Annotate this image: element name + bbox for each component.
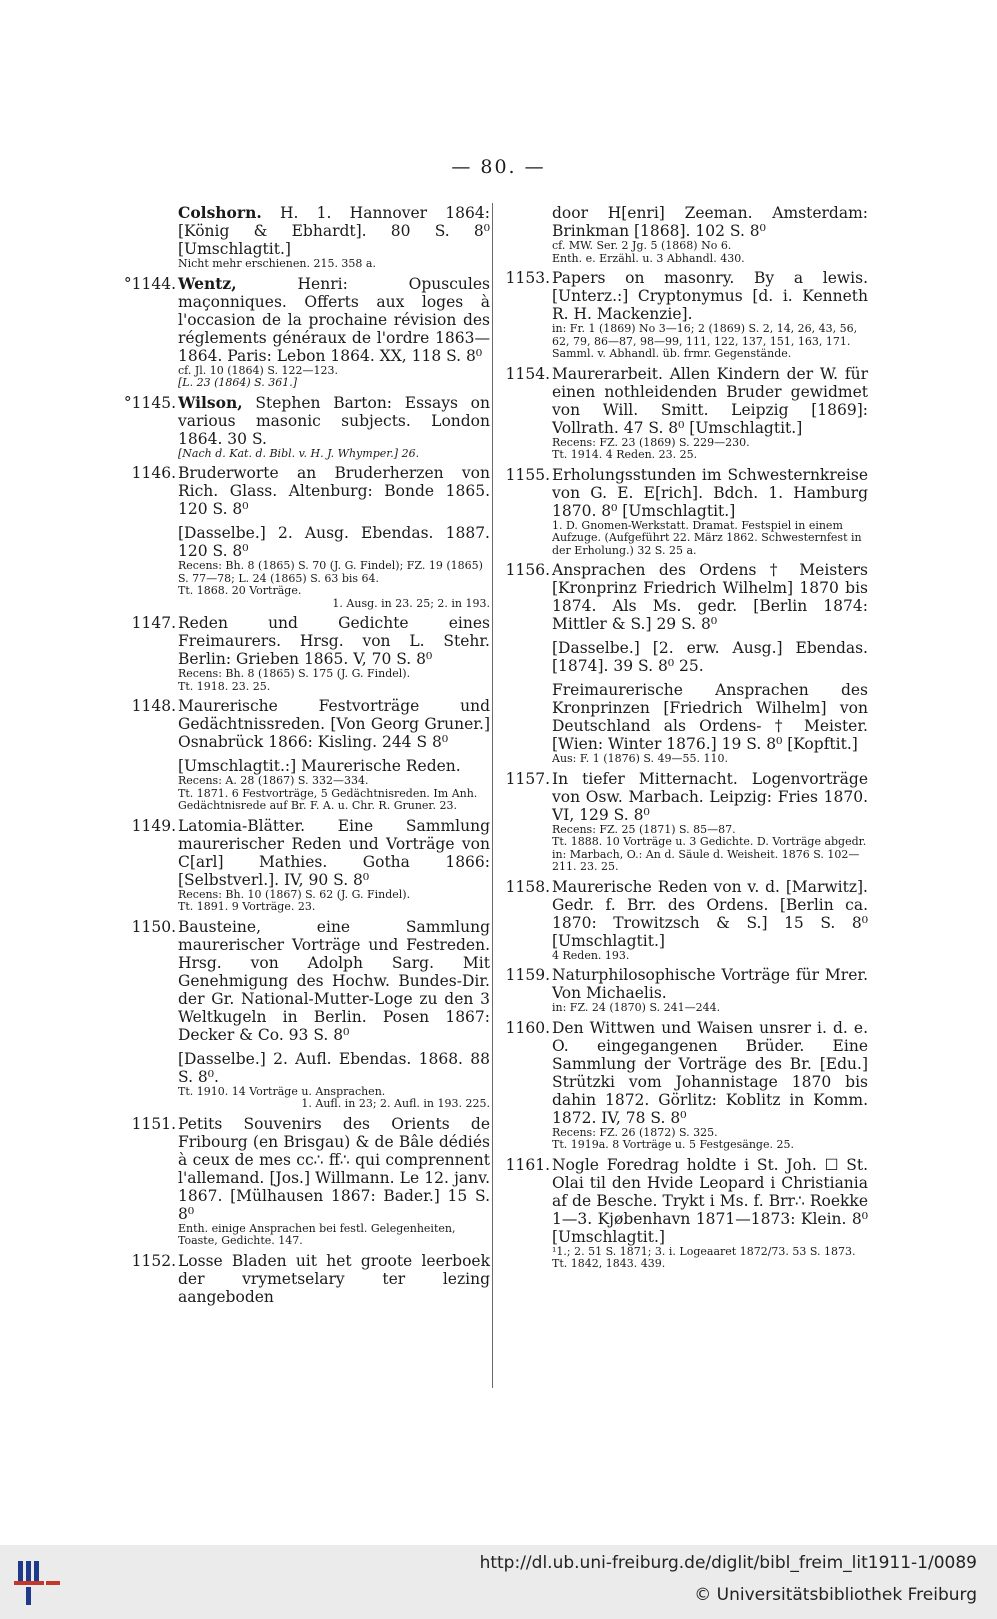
entry-text [552,561,868,633]
bibliography-entry [496,1019,868,1152]
entry-note: [Nach d. Kat. d. Bibl. v. H. J. Whymper.] 26. [178,446,420,460]
entry-note: Recens: FZ. 23 (1869) S. 229—230. [552,435,750,449]
entry-number: 1151. [131,1114,176,1133]
entry-edition: [Dasselbe.] 2. Ausg. Ebendas. 1887. 120 S. 8⁰ [178,524,490,560]
entry-note: Tt. 1868. 20 Vorträge. [178,584,302,597]
entry-number: °1144. [123,274,176,293]
entry-edition: [Dasselbe.] 2. Aufl. Ebendas. 1868. 88 S. 8⁰. [178,1049,490,1086]
entry-note: Tt. 1914. 4 Reden. 23. 25. [552,448,698,461]
entry-number: 1146. [131,464,176,482]
entry-number: 1149. [131,816,176,835]
entry-note: Tt. 1842, 1843. 439. [552,1257,666,1270]
bibliography-entry [122,204,490,271]
bibliography-entry [122,614,490,693]
entry-title: Erholungsstunden im Schwesternkreise von G. E. E[rich]. Bdch. 1. Hamburg 1870. 8⁰ [Umschlagtit.] [552,465,868,520]
entry-title: Papers on masonry. By a lewis. [Unterz.:] Cryptonymus [d. i. Kenneth R. H. Mackenzie]. [552,269,868,323]
entry-note: [L. 23 (1864) S. 361.] [178,376,298,389]
left-column [122,204,490,1310]
bibliography-entry [122,464,490,610]
bibliography-entry [496,966,868,1015]
entry-title: Bausteine, eine Sammlung maurerischer Vorträge und Festreden. Hrsg. von Adolph Sarg. Mit Genehmigung des Hochw. Bundes-Dir. der Gr. National-Mutter-Loge zu den 3 Weltkugeln in Berlin. Posen 1867: Decker & Co. 93 S. 8⁰ [178,917,490,1044]
entry-number: 1158. [505,877,550,896]
entry-edition: [Dasselbe.] [2. erw. Ausg.] Ebendas. [1874]. 39 S. 8⁰ 25. [552,639,868,675]
entry-note: Tt. 1918. 23. 25. [178,679,271,693]
entry-number: 1157. [505,769,550,788]
entry-edition: Freimaurerische Ansprachen des Kronprinzen [Friedrich Wilhelm] von Deutschland als Ordens- † Meister. [Wien: Winter 1876.] 19 S. 8⁰ [Kopftit.] [552,681,868,753]
footer-bar [0,1545,997,1619]
bibliography-entry [496,878,868,963]
entry-text [552,204,868,240]
entry-title: Henri: Opuscules maçonniques. Offerts aux loges à l'occasion de la prochaine révision des réglements généraux de l'ordre 1863—1864. Paris: Lebon 1864. XX, 118 S. 8⁰ [178,274,490,365]
entry-text [178,464,490,518]
bibliography-entry [496,269,868,361]
bibliography-entry [496,770,868,874]
entry-edition: [Umschlagtit.:] Maurerische Reden. [178,757,461,775]
entry-text [178,1252,490,1306]
entry-title: Den Wittwen und Waisen unsrer i. d. e. O. eingegangenen Brüder. Eine Sammlung der Vorträge des Br. [Edu.] Strützki vom Johannistage 1870 bis dahin 1872. Görlitz: Koblitz in Komm. 1872. IV, 78 S. 8⁰ [552,1018,868,1127]
entry-text [178,697,490,751]
bibliography-entry [122,1115,490,1248]
entry-title: Stephen Barton: Essays on various masonic subjects. London 1864. 30 S. [178,393,490,448]
ub-freiburg-logo-icon [14,1559,62,1607]
entry-text [178,817,490,889]
entry-note: Tt. 1888. 10 Vorträge u. 3 Gedichte. D. Vorträge abgedr. in: Marbach, O.: An d. Säule d. Weisheit. 1876 S. 102—211. 23. 25. [552,835,867,873]
entry-number: 1155. [505,465,550,484]
page-number: — 80. — [451,156,546,178]
entry-text [178,918,490,1044]
entry-text [552,1019,868,1127]
bibliography-entry [496,204,868,265]
bibliography-entry [122,1252,490,1306]
entry-text [178,275,490,365]
entry-title: Losse Bladen uit het groote leerboek der vrymetselary ter lezing aangeboden [178,1251,490,1306]
entry-text [178,614,490,668]
entry-note: cf. Jl. 10 (1864) S. 122—123. [178,363,338,377]
bibliography-entry [496,561,868,766]
entry-text [552,770,868,824]
entry-title: In tiefer Mitternacht. Logenvorträge von Osw. Marbach. Leipzig: Fries 1870. VI, 129 S. 8⁰ [552,769,868,824]
entry-author: Wilson, [178,392,243,412]
entry-number: 1148. [131,697,176,715]
entry-number: 1147. [131,614,176,632]
entry-text [178,394,490,448]
entry-title: Latomia-Blätter. Eine Sammlung maurerischer Reden und Vorträge von C[arl] Mathies. Gotha 1866: [Selbstverl.]. IV, 90 S. 8⁰ [178,816,490,889]
entry-title: Maurerische Reden von v. d. [Marwitz]. Gedr. f. Brr. des Ordens. [Berlin ca. 1870: Trowitzsch & S.] 15 S. 8⁰ [Umschlagtit.] [552,877,868,950]
entry-title: Maurerarbeit. Allen Kindern der W. für einen nothleidenden Bruder gewidmet von Will. Smitt. Leipzig [1869]: Vollrath. 47 S. 8⁰ [Umschlagtit.] [552,364,868,437]
bibliography-entry [122,697,490,813]
source-url[interactable]: http://dl.ub.uni-freiburg.de/diglit/bibl_freim_lit1911-1/0089 [479,1553,977,1573]
entry-text [552,878,868,950]
entry-text [552,365,868,437]
entry-number: °1145. [123,393,176,412]
entry-title: H. 1. Hannover 1864: [König & Ebhardt]. 80 S. 8⁰ [Umschlagtit.] [178,204,490,258]
entry-title: Ansprachen des Ordens † Meisters [Kronprinz Friedrich Wilhelm] 1870 bis 1874. Als Ms. gedr. [Berlin 1874: Mittler & S.] 29 S. 8⁰ [552,561,868,633]
entry-number: 1154. [505,364,550,383]
entry-note: Aus: F. 1 (1876) S. 49—55. 110. [552,752,728,765]
entry-text [178,1115,490,1223]
entry-number: 1156. [505,561,550,579]
entry-author: Wentz, [178,273,237,293]
entry-number: 1159. [505,966,550,984]
entry-text [552,466,868,520]
entry-note: 1. D. Gnomen-Werkstatt. Dramat. Festspiel in einem Aufzuge. (Aufgeführt 22. März 1862. Schwesternfest in der Erholung.) 32 S. 25 a. [552,518,862,557]
entry-note: ¹1.; 2. 51 S. 1871; 3. i. Logeaaret 1872/73. 53 S. 1873. [552,1244,856,1258]
entry-note: Tt. 1891. 9 Vorträge. 23. [178,900,316,913]
entry-text [552,966,868,1002]
entry-note: 4 Reden. 193. [552,948,630,962]
entry-note: 1. Ausg. in 23. 25; 2. in 193. [332,596,490,610]
entry-number: 1161. [505,1155,550,1174]
entry-text [178,204,490,258]
entry-note: 1. Aufl. in 23; 2. Aufl. in 193. 225. [301,1097,490,1110]
entry-note: Recens: A. 28 (1867) S. 332—334. [178,774,369,787]
entry-author: Colshorn. [178,203,262,222]
entry-title: Maurerische Festvorträge und Gedächtnissreden. [Von Georg Gruner.] Osnabrück 1866: Kisling. 244 S 8⁰ [178,697,490,751]
bibliography-entry [122,394,490,461]
entry-note: Tt. 1910. 14 Vorträge u. Ansprachen. [178,1084,386,1098]
entry-note: Recens: FZ. 25 (1871) S. 85—87. [552,822,736,836]
entry-note: Recens: Bh. 8 (1865) S. 70 (J. G. Findel); FZ. 19 (1865) S. 77—78; L. 24 (1865) S. 63 bis 64. [178,559,483,585]
column-divider [492,203,493,1388]
entry-note: in: Fr. 1 (1869) No 3—16; 2 (1869) S. 2, 14, 26, 43, 56, 62, 79, 86—87, 98—99, 111, 122, 137, 151, 163, 171. [552,322,858,348]
bibliography-entry [496,1156,868,1271]
entry-title: Petits Souvenirs des Orients de Fribourg (en Brisgau) & de Bâle dédiés à ceux de mes cc∴ ff∴ qui comprennent l'allemand. [Jos.] Willmann. Le 12. janv. 1867. [Mülhausen 1867: Bader.] 15 S. 8⁰ [178,1114,490,1223]
bibliography-entry [496,466,868,558]
entry-text [552,269,868,323]
entry-note: Recens: Bh. 8 (1865) S. 175 (J. G. Findel). [178,667,411,680]
entry-note: Enth. e. Erzähl. u. 3 Abhandl. 430. [552,251,745,265]
entry-note: in: FZ. 24 (1870) S. 241—244. [552,1001,721,1014]
bibliography-entry [122,918,490,1111]
entry-number: 1160. [505,1018,550,1037]
entry-note: Enth. einige Ansprachen bei festl. Gelegenheiten, Toaste, Gedichte. 147. [178,1221,456,1247]
bibliography-entry [122,817,490,914]
entry-note: Tt. 1871. 6 Festvorträge, 5 Gedächtnisreden. Im Anh. Gedächtnisrede auf Br. F. A. u. Chr. R. Gruner. 23. [178,786,478,812]
entry-number: 1152. [131,1251,176,1270]
entry-title: door H[enri] Zeeman. Amsterdam: Brinkman [1868]. 102 S. 8⁰ [552,204,868,240]
right-column [496,204,868,1275]
entry-title: Nogle Foredrag holdte i St. Joh. ☐ St. Olai til den Hvide Leopard i Christiania af de Besche. Trykt i Ms. f. Brr∴ Roekke 1—3. Kjøbenhavn 1871—1873: Klein. 8⁰ [Umschlagtit.] [552,1155,868,1246]
entry-number: 1150. [131,917,176,936]
entry-note: Recens: FZ. 26 (1872) S. 325. [552,1125,718,1139]
entry-note: Recens: Bh. 10 (1867) S. 62 (J. G. Findel). [178,887,411,901]
entry-title: Bruderworte an Bruderherzen von Rich. Glass. Altenburg: Bonde 1865. 120 S. 8⁰ [178,464,490,518]
entry-title: Naturphilosophische Vorträge für Mrer. Von Michaelis. [552,966,868,1002]
copyright-notice: © Universitätsbibliothek Freiburg [694,1585,977,1605]
bibliography-entry [122,275,490,390]
entry-note: cf. MW. Ser. 2 Jg. 5 (1868) No 6. [552,239,732,252]
entry-note: Samml. v. Abhandl. üb. frmr. Gegenstände. [552,347,792,360]
bibliography-entry [496,365,868,462]
entry-note: Tt. 1919a. 8 Vorträge u. 5 Festgesänge. 25. [552,1138,794,1151]
entry-text [552,1156,868,1246]
entry-title: Reden und Gedichte eines Freimaurers. Hrsg. von L. Stehr. Berlin: Grieben 1865. V, 70 S. 8⁰ [178,614,490,668]
entry-number: 1153. [505,269,550,287]
entry-note: Nicht mehr erschienen. 215. 358 a. [178,257,376,270]
